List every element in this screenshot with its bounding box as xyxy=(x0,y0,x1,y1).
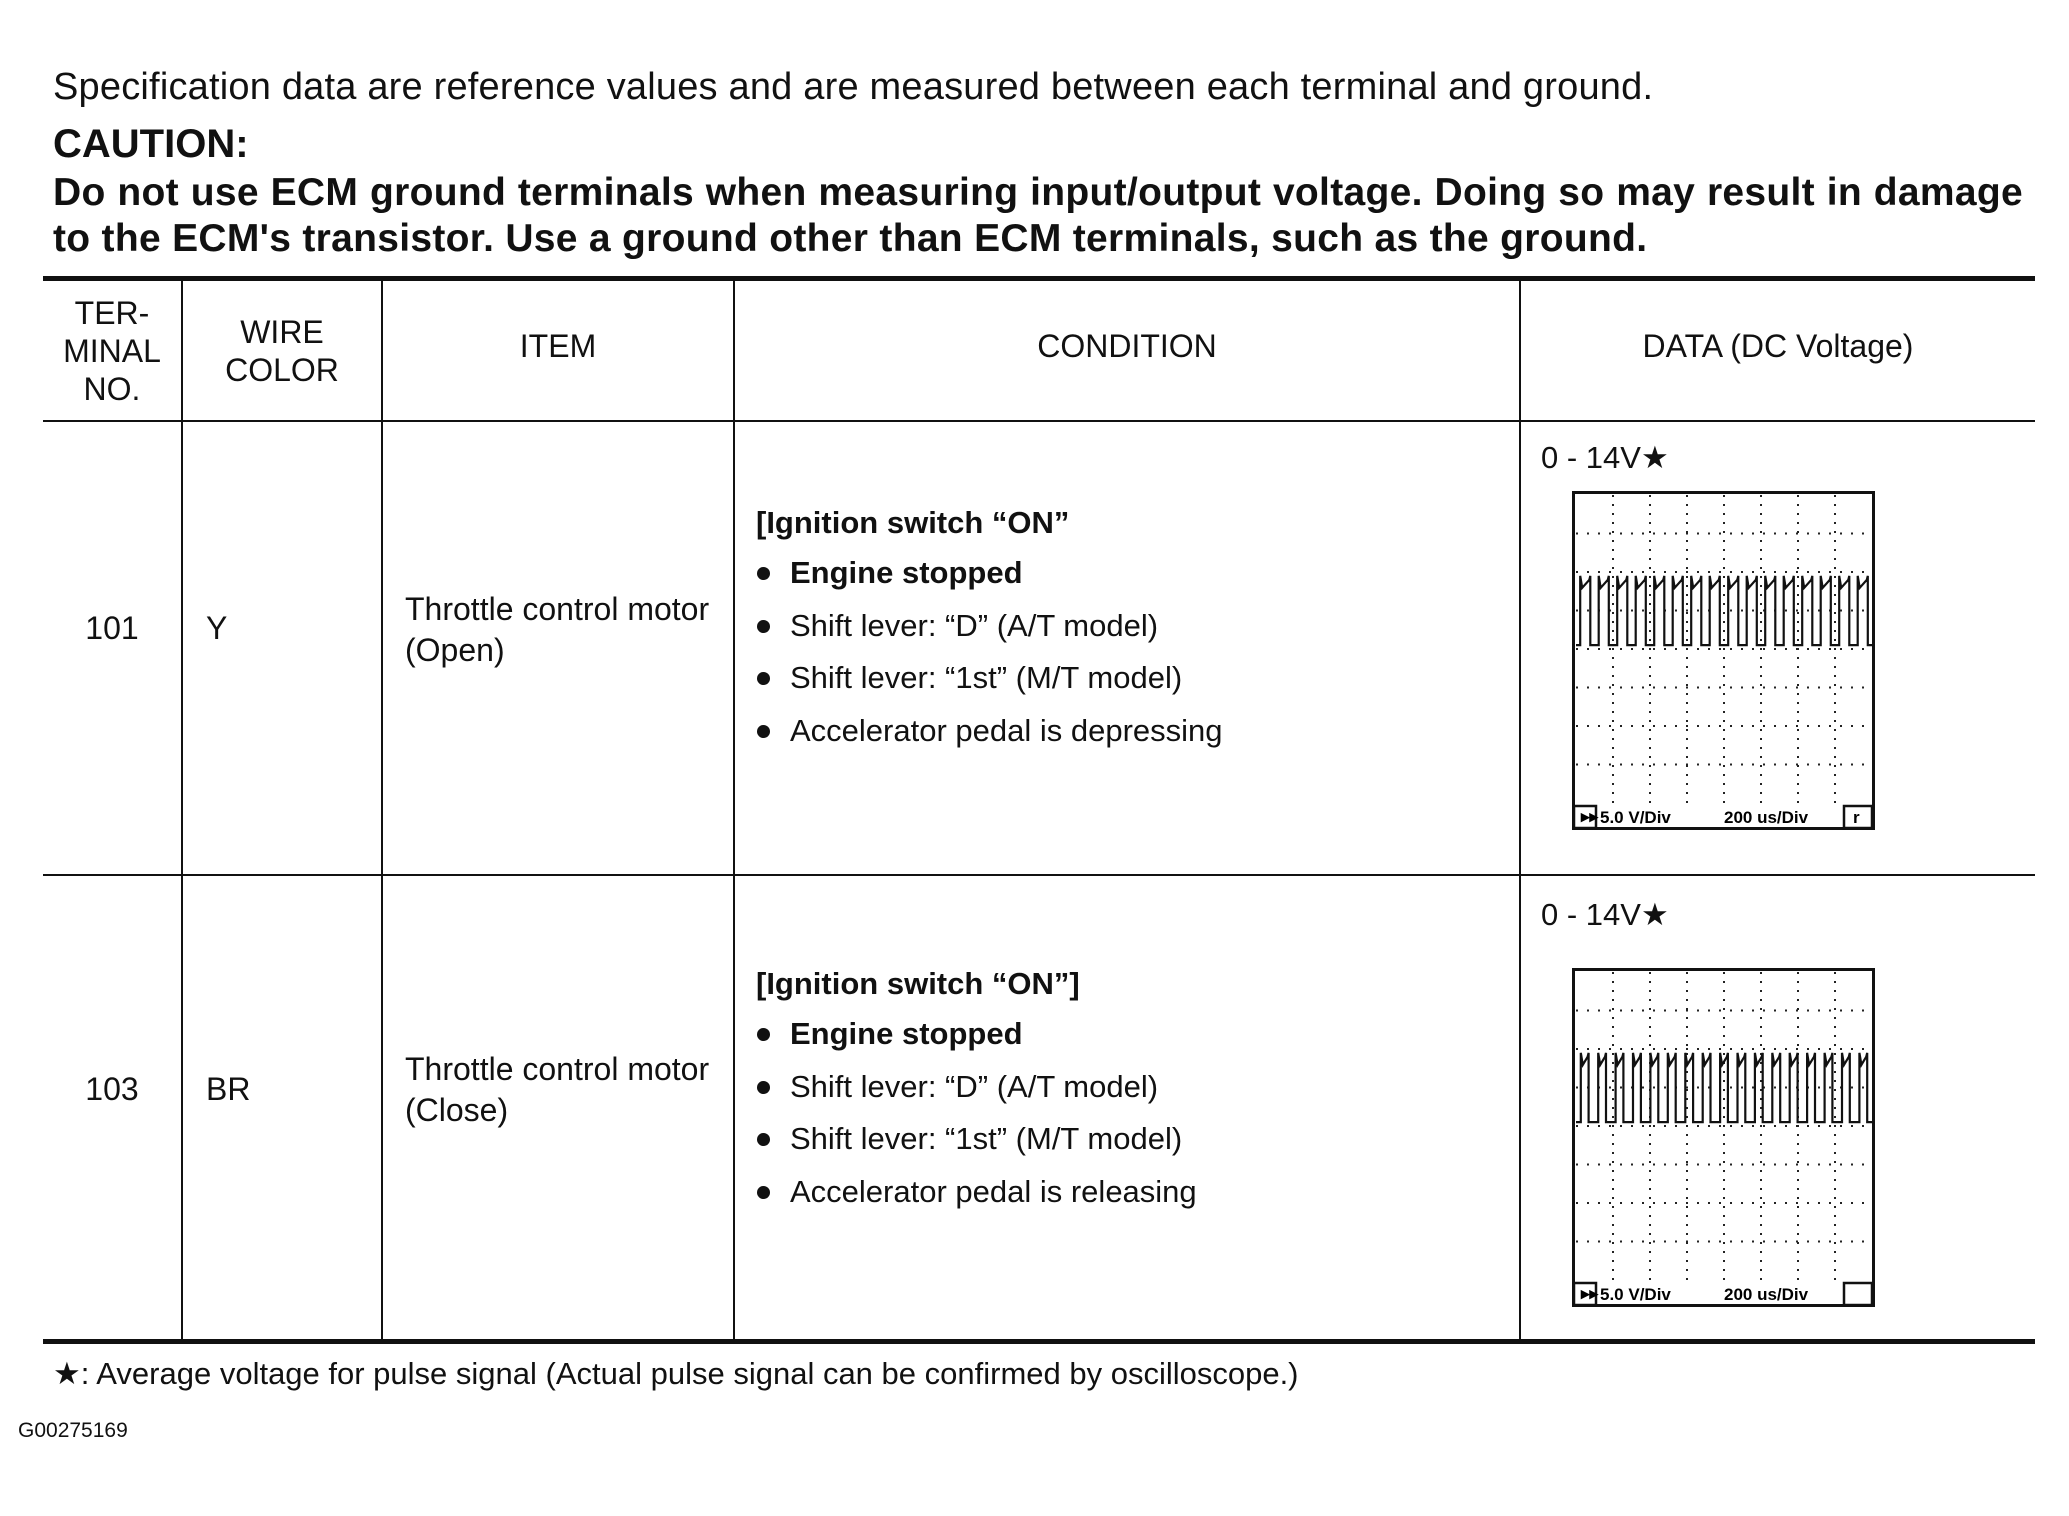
condition-item: Shift lever: “D” (A/T model) xyxy=(756,606,1223,646)
condition-item: Accelerator pedal is releasing xyxy=(756,1172,1197,1212)
condition-item: Shift lever: “1st” (M/T model) xyxy=(756,1119,1197,1159)
header-wire-line1: WIRE xyxy=(240,313,324,350)
header-wire-line2: COLOR xyxy=(225,351,339,388)
condition-item: Engine stopped xyxy=(756,1014,1197,1054)
item-line2: (Close) xyxy=(405,1092,509,1128)
item-line1: Throttle control motor xyxy=(405,1051,710,1087)
oscilloscope-waveform xyxy=(1572,968,1876,1308)
column-divider xyxy=(733,278,735,1341)
wire-color: BR xyxy=(206,1071,251,1107)
header-wire-color xyxy=(183,281,381,420)
intro-text: Specification data are reference values and are measured between each terminal and ground. xyxy=(53,66,1654,108)
condition-item: Accelerator pedal is depressing xyxy=(756,711,1223,751)
condition-block xyxy=(756,966,1197,1224)
scope-frame xyxy=(1574,493,1874,829)
header-terminal-line2: MINAL xyxy=(63,332,161,369)
vdiv-label: 5.0 V/Div xyxy=(1600,1285,1671,1304)
condition-title: [Ignition switch “ON” xyxy=(756,505,1070,540)
waveform-graph xyxy=(1572,491,1876,831)
terminal-number: 101 xyxy=(85,610,139,646)
scope-trigger-icon: r xyxy=(1853,808,1860,827)
tdiv-label: 200 us/Div xyxy=(1724,1285,1809,1304)
column-divider xyxy=(181,278,183,1341)
wire-color: Y xyxy=(206,610,228,646)
footnote: ★: Average voltage for pulse signal (Actual pulse signal can be confirmed by oscilloscope.) xyxy=(53,1356,1299,1391)
tdiv-label: 200 us/Div xyxy=(1724,808,1809,827)
item-line2: (Open) xyxy=(405,632,505,668)
scope-channel-icon: ▸▸ xyxy=(1581,807,1599,826)
header-rule xyxy=(43,420,2035,422)
item-description xyxy=(405,1049,709,1131)
condition-block xyxy=(756,505,1223,763)
condition-title: [Ignition switch “ON”] xyxy=(756,966,1080,1001)
condition-item: Shift lever: “D” (A/T model) xyxy=(756,1067,1197,1107)
waveform-graph xyxy=(1572,968,1876,1308)
header-terminal-line1: TER- xyxy=(74,294,150,331)
caution-body: Do not use ECM ground terminals when measuring input/output voltage. Doing so may result in damage to the ECM's transistor. Use a ground other than ECM terminals, such as the ground. xyxy=(53,171,2023,260)
oscilloscope-waveform xyxy=(1572,491,1876,831)
item-line1: Throttle control motor xyxy=(405,591,710,627)
scope-frame xyxy=(1574,970,1874,1306)
vdiv-label: 5.0 V/Div xyxy=(1600,808,1671,827)
row-divider xyxy=(43,874,2035,876)
scope-channel-icon: ▸▸ xyxy=(1581,1284,1599,1303)
figure-id: G00275169 xyxy=(18,1419,128,1442)
voltage-value: 0 - 14V★ xyxy=(1541,440,1669,475)
terminal-number: 103 xyxy=(85,1071,139,1107)
voltage-value: 0 - 14V★ xyxy=(1541,897,1669,932)
header-item: ITEM xyxy=(519,328,597,364)
header-terminal-line3: NO. xyxy=(83,370,141,407)
table-bottom-rule xyxy=(43,1339,2035,1344)
header-condition: CONDITION xyxy=(1037,328,1217,364)
column-divider xyxy=(381,278,383,1341)
header-data: DATA (DC Voltage) xyxy=(1642,328,1914,364)
condition-item: Shift lever: “1st” (M/T model) xyxy=(756,658,1223,698)
caution-title: CAUTION: xyxy=(53,122,249,166)
condition-item: Engine stopped xyxy=(756,553,1223,593)
item-description xyxy=(405,589,709,671)
header-terminal-no xyxy=(43,281,181,420)
column-divider xyxy=(1519,278,1521,1341)
